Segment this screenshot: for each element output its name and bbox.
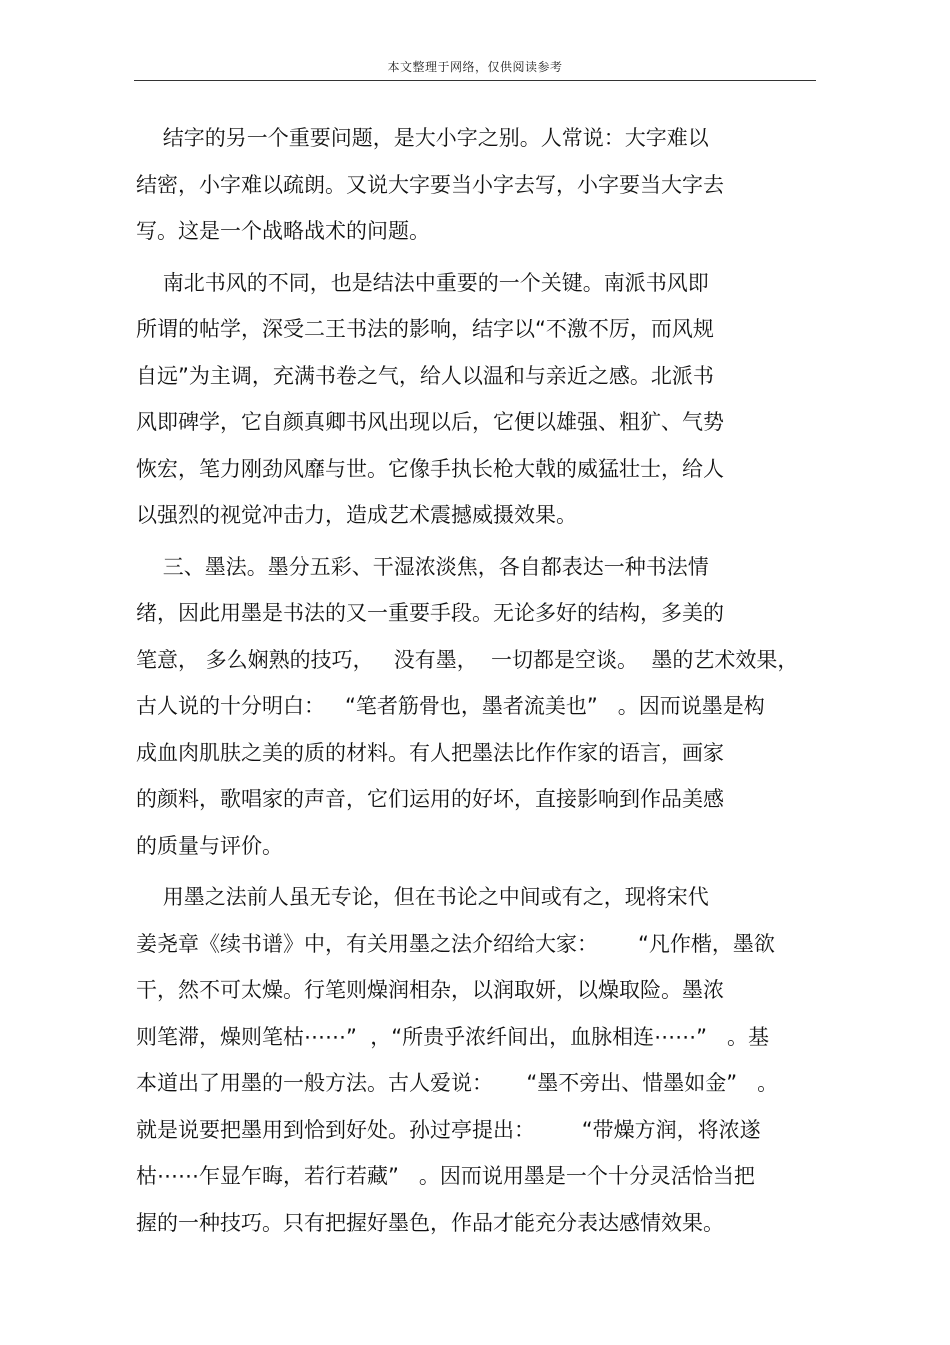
text-line: 以强烈的视觉冲击力，造成艺术震撼威摄效果。: [136, 503, 577, 527]
text-line: 的颜料，歌唱家的声音，它们运用的好坏，直接影响到作品美感: [136, 787, 724, 811]
paragraph: [136, 544, 836, 870]
text-line: 风即碑学，它自颜真卿书风出现以后，它便以雄强、粗犷、气势: [136, 410, 724, 434]
text-line: 南北书风的不同，也是结法中重要的一个关键。南派书风即: [136, 270, 709, 295]
text-line: 三、墨法。墨分五彩、干湿浓淡焦，各自都表达一种书法情: [136, 554, 709, 579]
text-line: 绪，因此用墨是书法的又一重要手段。无论多好的结构，多美的: [136, 601, 724, 625]
text-line: 本道出了用墨的一般方法。古人爱说： “墨不旁出、惜墨如金” 。: [136, 1071, 779, 1095]
text-line: 成血肉肌肤之美的质的材料。有人把墨法比作作家的语言，画家: [136, 740, 724, 765]
paragraph: [136, 260, 836, 539]
body-text: [136, 115, 836, 1246]
text-line: 古人说的十分明白： “笔者筋骨也，墨者流美也” 。因而说墨是构: [136, 694, 765, 718]
text-line: 则笔滞，燥则笔枯⋯⋯” ，“所贵乎浓纤间出，血脉相连⋯⋯” 。基: [136, 1024, 770, 1049]
text-line: 笔意， 多么娴熟的技巧， 没有墨， 一切都是空谈。 墨的艺术效果，: [136, 647, 799, 672]
text-line: 姜尧章《续书谱》中，有关用墨之法介绍给大家： “凡作楷，墨欲: [136, 931, 775, 956]
text-line: 结密，小字难以疏朗。又说大字要当小字去写，小字要当大字去: [136, 172, 724, 197]
header-divider: [134, 80, 816, 81]
text-line: 握的一种技巧。只有把握好墨色，作品才能充分表达感情效果。: [136, 1210, 724, 1235]
paragraph: [136, 115, 836, 255]
paragraph: [136, 874, 836, 1246]
text-line: 枯⋯⋯乍显乍晦，若行若藏” 。因而说用墨是一个十分灵活恰当把: [136, 1164, 755, 1188]
text-line: 恢宏，笔力刚劲风靡与世。它像手执长枪大戟的威猛壮士，给人: [136, 456, 724, 481]
text-line: 所谓的帖学，深受二王书法的影响，结字以“不激不厉，而风规: [136, 317, 714, 341]
text-line: 就是说要把墨用到恰到好处。孙过亭提出： “带燥方润，将浓遂: [136, 1117, 761, 1142]
text-line: 写。这是一个战略战术的问题。: [136, 219, 430, 243]
text-line: 干，然不可太燥。行笔则燥润相杂，以润取妍，以燥取险。墨浓: [136, 978, 724, 1002]
text-line: 的质量与评价。: [136, 833, 283, 858]
text-line: 结字的另一个重要问题，是大小字之别。人常说：大字难以: [136, 126, 709, 150]
header-note: 本文整理于网络，仅供阅读参考: [387, 60, 563, 74]
text-line: 自远”为主调，充满书卷之气，给人以温和与亲近之感。北派书: [136, 363, 714, 388]
text-line: 用墨之法前人虽无专论，但在书论之中间或有之，现将宋代: [136, 885, 709, 909]
